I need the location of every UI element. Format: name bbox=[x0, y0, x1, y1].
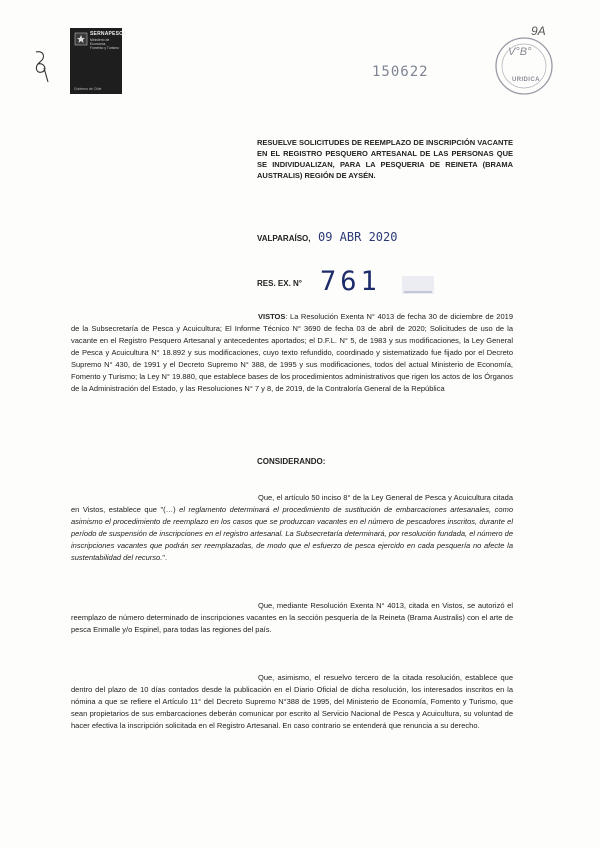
p1-quote: el reglamento determinará el procedimiento de sustitución de embarcaciones artesanales, como asimismo el procedimiento de reemplazo en los casos que se produzcan vacantes en el número de pescadores inscritos, durante el período de suspensión de inscripciones en el registro artesanal. La Subsecretaría determinará, por resolución fundada, el número de inscripciones vacantes que podrán ser reemplazadas, de modo que el esfuerzo de pesca ejercido en cada pesquería no afecte la sustentabilidad del recurso. bbox=[71, 505, 513, 562]
considerando-heading: CONSIDERANDO: bbox=[257, 457, 326, 466]
vistos-lead: VISTOS bbox=[258, 312, 286, 321]
resolution-number: 761 bbox=[320, 266, 381, 297]
p2-text: Que, mediante Resolución Exenta N° 4013, citada en Vistos, se autorizó el reemplazo de número determinado de inscripciones vacantes en la sección pesquería de la Reineta (Brama Australis) con el arte de pesca Enmalle y/o Espinel, para todas las regiones del país. bbox=[71, 601, 513, 634]
handwritten-mark-icon bbox=[30, 48, 52, 84]
stamp-label: URIDICA bbox=[512, 77, 540, 83]
p3-text: Que, asimismo, el resuelvo tercero de la citada resolución, establece que dentro del plazo de 10 días contados desde la publicación en el Diario Oficial de dicha resolución, los interesados inscritos en la nómina a que se refiere el Artículo 11° del Decreto Supremo N°388 de 1995, del Ministerio de Economía, Fomento y Turismo, que sean propietarios de sus embarcaciones deberán comunicar por escrito al Servicio Nacional de Pesca y Acuicultura, su voluntad de hacer efectiva la inscripción solicitada en el Registro Artesanal. En caso contrario se entenderá que renuncia a su derecho. bbox=[71, 673, 513, 730]
stamp-initials: V°B° bbox=[508, 46, 532, 58]
date-stamp: 09 ABR 2020 bbox=[318, 230, 398, 244]
considerando-paragraph-2 bbox=[71, 600, 513, 636]
logo-subtitle: Ministerio de Economía, Fomento y Turismo bbox=[90, 38, 120, 50]
p1-lead: Que, el artículo 50 inciso 8° de la Ley General de Pesca y Acuicultura citada en Vistos, establece que "(…) bbox=[71, 493, 513, 514]
registry-stamp-number: 150622 bbox=[372, 64, 429, 80]
place-label: VALPARAÍSO, bbox=[257, 234, 311, 243]
logo-footer: Gobierno de Chile bbox=[74, 87, 102, 91]
legal-approval-stamp-icon bbox=[492, 34, 556, 98]
considerando-paragraph-1 bbox=[71, 492, 513, 564]
institution-logo bbox=[70, 28, 127, 94]
vistos-paragraph bbox=[71, 311, 513, 395]
logo-name: SERNAPESCA bbox=[90, 31, 127, 37]
document-title: RESUELVE SOLICITUDES DE REEMPLAZO DE INSCRIPCIÓN VACANTE EN EL REGISTRO PESQUERO ARTESANAL DE LAS PERSONAS QUE SE INDIVIDUALIZAN, PARA LA PESQUERIA DE REINETA (BRAMA AUSTRALIS) REGIÓN DE AYSÉN. bbox=[257, 138, 513, 180]
corner-handwritten-note: 9A bbox=[531, 24, 546, 38]
p1-tail: ". bbox=[162, 553, 168, 562]
resolution-label: RES. EX. N° bbox=[257, 279, 302, 288]
stamp-smudge-icon bbox=[398, 272, 438, 298]
vistos-text: : La Resolución Exenta N° 4013 de fecha 30 de diciembre de 2019 de la Subsecretaría de Pesca y Acuicultura; El Informe Técnico N° 3690 de fecha 03 de abril de 2020; Solicitudes de uso de la vacante en el Registro Pesquero Artesanal y antecedentes aportados; el D.F.L. N° 5, de 1983 y sus modificaciones, la Ley General de Pesca y Acuicultura N° 18.892 y sus modificaciones, cuyo texto refundido, coordinado y sistematizado fue fijado por el Decreto Supremo N° 430, de 1991 y el Decreto Supremo N° 388, de 1995 y sus modificaciones, todos del actual Ministerio de Economía, Fomento y Turismo; la Ley N° 19.880, que establece bases de los procedimientos administrativos que rigen los actos de los Órganos de la Administración del Estado, y las Resoluciones N° 7 y 8, de 2019, de la Contraloría General de la República bbox=[71, 312, 513, 393]
considerando-paragraph-3 bbox=[71, 672, 513, 732]
coat-of-arms-icon bbox=[74, 32, 88, 46]
